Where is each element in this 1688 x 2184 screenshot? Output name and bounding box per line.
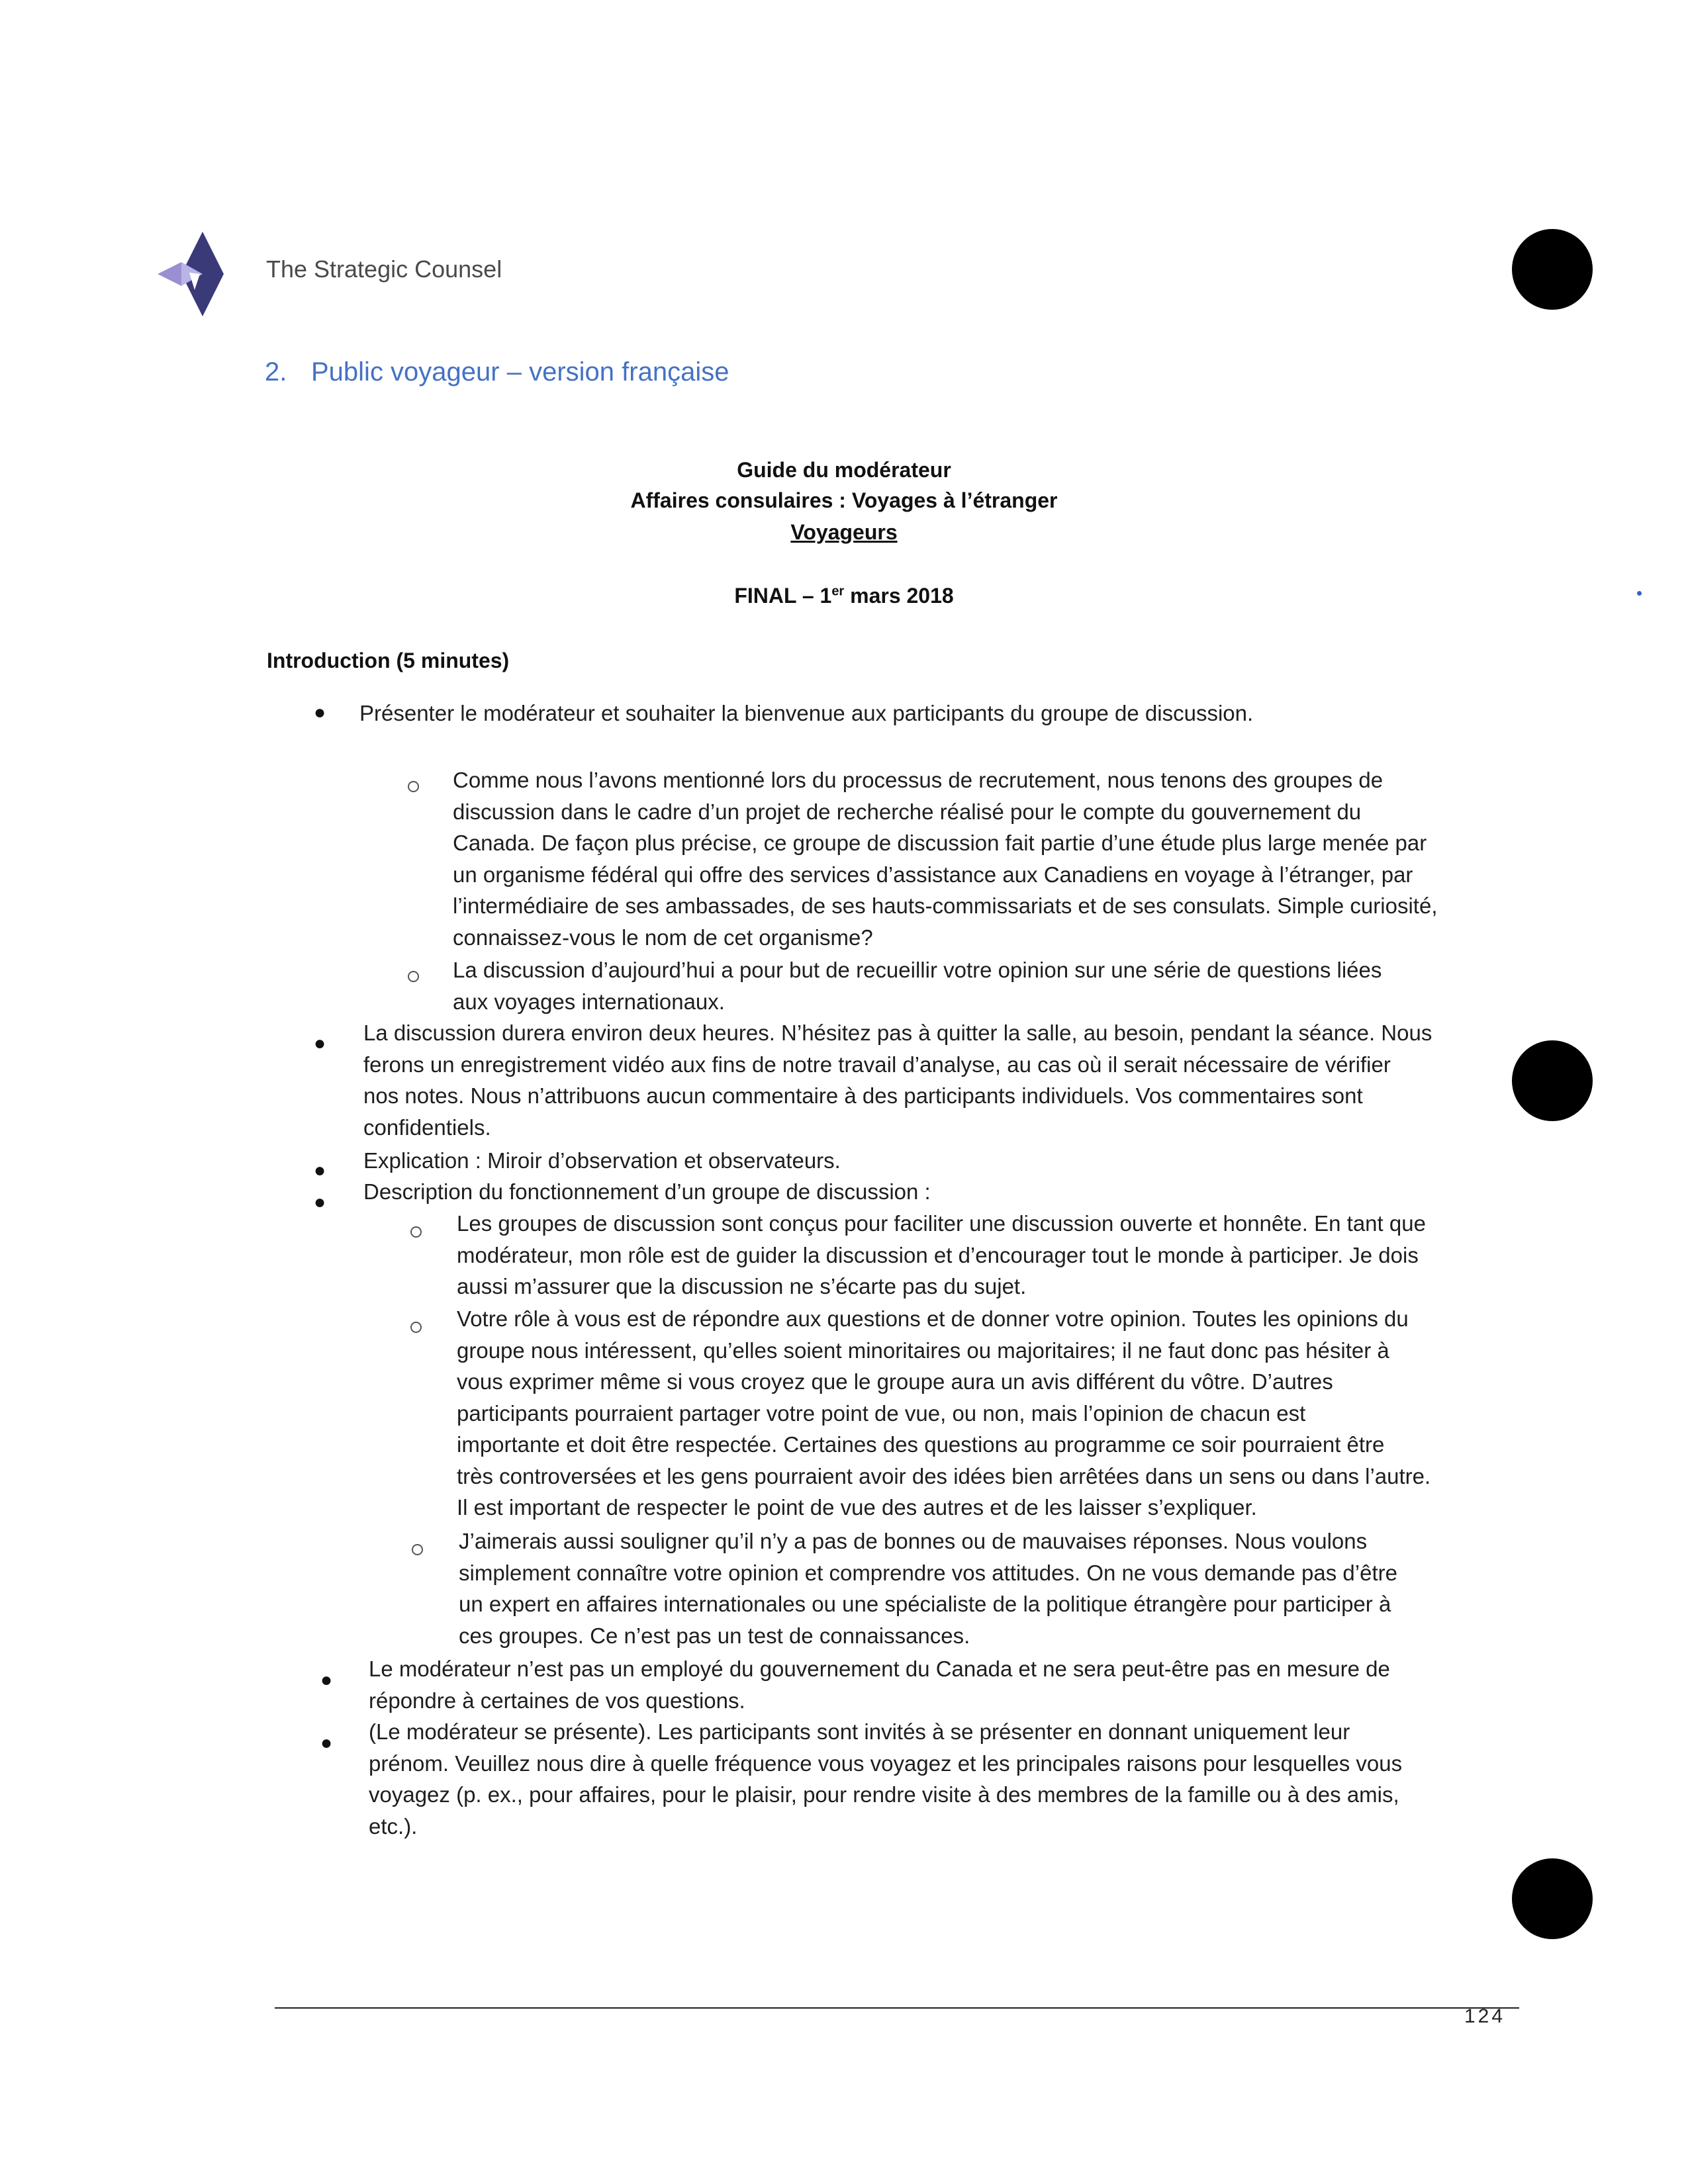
date-superscript: er <box>831 584 845 599</box>
text-line: répondre à certaines de vos questions. <box>369 1688 745 1713</box>
sub-bullet-icon <box>408 781 419 792</box>
date-prefix: FINAL – 1 <box>734 584 832 608</box>
section-heading <box>265 357 729 387</box>
guide-audience: Voyageurs <box>790 520 898 544</box>
text-line: importante et doit être respectée. Certaines des questions au programme ce soir pourraient être <box>457 1432 1385 1457</box>
text-line: simplement connaître votre opinion et comprendre vos attitudes. On ne vous demande pas d’être <box>459 1560 1397 1585</box>
text-line: groupe nous intéressent, qu’elles soient minoritaires ou majoritaires; il ne faut donc pas hésiter à <box>457 1338 1389 1363</box>
company-name: The Strategic Counsel <box>266 255 502 283</box>
sub-bullet-icon <box>412 1544 423 1555</box>
bullet-icon: ● <box>314 702 326 723</box>
text-line: etc.). <box>369 1813 418 1839</box>
list-item-presentation <box>369 1716 1402 1842</box>
text-line: prénom. Veuillez nous dire à quelle fréquence vous voyagez et les principales raisons pour lesquelles vous <box>369 1751 1403 1776</box>
text-line: connaissez-vous le nom de cet organisme? <box>453 925 873 950</box>
footer-divider <box>275 2007 1519 2009</box>
guide-date <box>0 584 1688 608</box>
text-line: J’aimerais aussi souligner qu’il n’y a pas de bonnes ou de mauvaises réponses. Nous voulons <box>459 1529 1368 1553</box>
text-line: très controversées et les gens pourraient avoir des idées bien arrêtées dans un sens ou dans l’autre. <box>457 1463 1431 1488</box>
list-item-description <box>363 1176 931 1208</box>
bullet-icon: ● <box>314 1191 326 1213</box>
text-line: Votre rôle à vous est de répondre aux questions et de donner votre opinion. Toutes les opinions du <box>457 1306 1409 1331</box>
text-line: aux voyages internationaux. <box>453 989 725 1014</box>
list-item-duree <box>363 1017 1432 1143</box>
list-item-groupes <box>457 1208 1426 1302</box>
company-logo-icon <box>158 232 224 316</box>
section-number: 2. <box>265 357 287 387</box>
introduction-heading: Introduction (5 minutes) <box>267 649 510 672</box>
text-line: Le modérateur n’est pas un employé du gouvernement du Canada et ne sera peut-être pas en mesure de <box>369 1657 1390 1681</box>
list-item-presenter <box>359 698 1253 729</box>
text-line: aussi m’assurer que la discussion ne s’écarte pas du sujet. <box>457 1274 1027 1298</box>
guide-subtitle: Affaires consulaires : Voyages à l’étranger <box>630 488 1058 512</box>
list-item-moderateur <box>369 1653 1390 1716</box>
text-line: nos notes. Nous n’attribuons aucun commentaire à des participants individuels. Vos commentaires sont <box>363 1083 1363 1108</box>
bullet-icon: ● <box>314 1160 326 1181</box>
bullet-icon: ● <box>320 1669 333 1691</box>
binder-hole-top <box>1512 229 1593 310</box>
page-number: 124 <box>1464 2005 1506 2027</box>
list-item-recrutement <box>453 764 1437 953</box>
sub-bullet-icon <box>408 971 419 982</box>
text-line: Comme nous l’avons mentionné lors du processus de recrutement, nous tenons des groupes de <box>453 768 1383 792</box>
list-item-explication <box>363 1145 841 1177</box>
text-line: un expert en affaires internationales ou une spécialiste de la politique étrangère pour participer à <box>459 1592 1391 1616</box>
binder-hole-bottom <box>1512 1858 1593 1939</box>
sub-bullet-icon <box>410 1322 422 1333</box>
text-line: voyagez (p. ex., pour affaires, pour le plaisir, pour rendre visite à des membres de la famille ou à des amis, <box>369 1782 1399 1807</box>
text-line: Canada. De façon plus précise, ce groupe de discussion fait partie d’une étude plus large menée par <box>453 831 1427 855</box>
text-line: modérateur, mon rôle est de guider la discussion et d’encourager tout le monde à participer. Je dois <box>457 1242 1419 1267</box>
text-line: ces groupes. Ce n’est pas un test de connaissances. <box>459 1623 970 1648</box>
section-title: Public voyageur – version française <box>311 357 729 387</box>
list-item-objectif <box>453 954 1382 1017</box>
text-line: ferons un enregistrement vidéo aux fins de notre travail d’analyse, au cas où il serait nécessaire de vérifier <box>363 1052 1391 1077</box>
sub-bullet-icon <box>410 1226 422 1238</box>
bullet-icon: ● <box>320 1732 333 1754</box>
text-line: La discussion d’aujourd’hui a pour but de recueillir votre opinion sur une série de questions liées <box>453 958 1382 982</box>
bullet-icon: ● <box>314 1032 326 1054</box>
text-line: Présenter le modérateur et souhaiter la bienvenue aux participants du groupe de discussion. <box>359 701 1254 725</box>
text-line: vous exprimer même si vous croyez que le groupe aura un avis différent du vôtre. D’autres <box>457 1369 1333 1394</box>
binder-hole-middle <box>1512 1040 1593 1121</box>
text-line: Description du fonctionnement d’un groupe de discussion : <box>363 1179 931 1204</box>
text-line: La discussion durera environ deux heures. N’hésitez pas à quitter la salle, au besoin, pendant la séance. Nous <box>363 1021 1432 1045</box>
text-line: confidentiels. <box>363 1115 491 1140</box>
text-line: (Le modérateur se présente). Les participants sont invités à se présenter en donnant uniquement leur <box>369 1719 1350 1744</box>
guide-title: Guide du modérateur <box>737 458 951 482</box>
text-line: l’intermédiaire de ses ambassades, de ses hauts-commissariats et de ses consulats. Simple curiosité, <box>453 893 1438 918</box>
list-item-reponses <box>459 1525 1397 1651</box>
text-line: Explication : Miroir d’observation et observateurs. <box>363 1148 841 1173</box>
text-line: discussion dans le cadre d’un projet de recherche réalisé pour le compte du gouvernement du <box>453 799 1362 824</box>
text-line: Les groupes de discussion sont conçus pour faciliter une discussion ouverte et honnête. En tant que <box>457 1211 1426 1236</box>
date-suffix: mars 2018 <box>844 584 954 608</box>
text-line: Il est important de respecter le point de vue des autres et de les laisser s’expliquer. <box>457 1495 1257 1520</box>
text-line: participants pourraient partager votre point de vue, ou non, mais l’opinion de chacun est <box>457 1400 1306 1426</box>
list-item-role <box>457 1303 1430 1524</box>
text-line: un organisme fédéral qui offre des services d’assistance aux Canadiens en voyage à l’étranger, par <box>453 862 1413 887</box>
